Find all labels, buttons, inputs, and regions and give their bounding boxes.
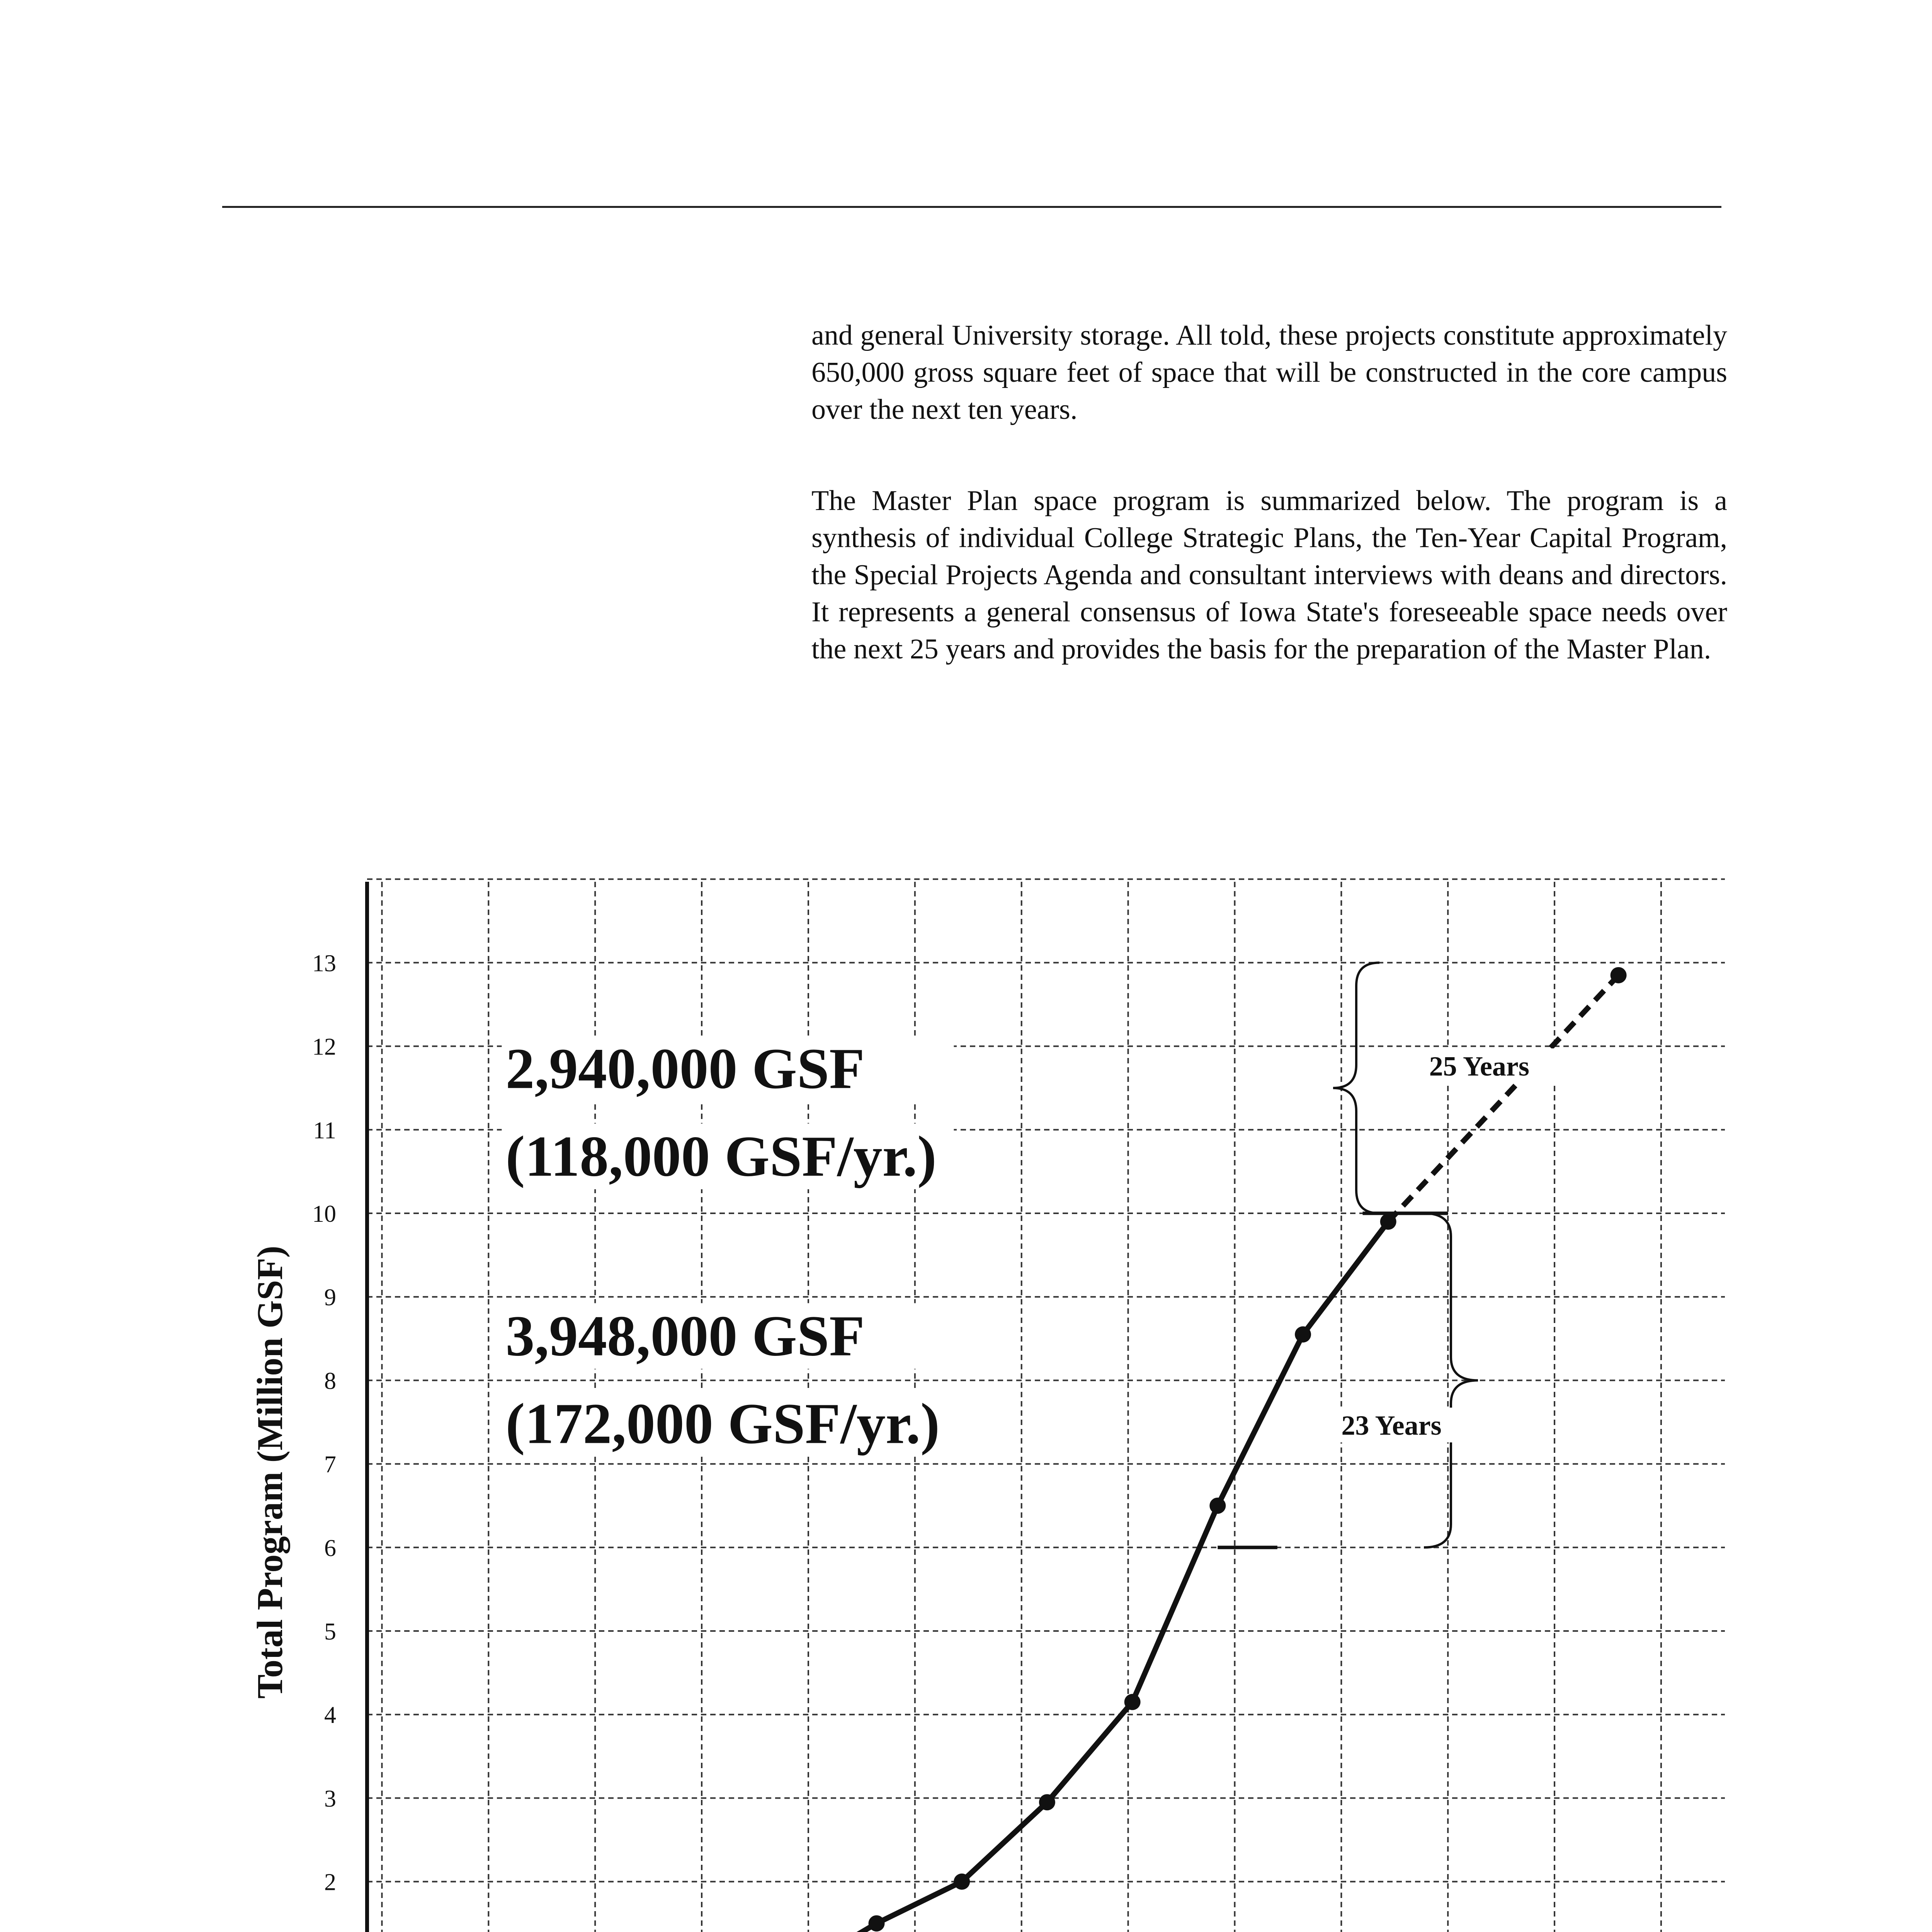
annotation-23-years: 23 Years xyxy=(1341,1410,1442,1441)
data-point xyxy=(1209,1498,1226,1514)
y-tick-label: 6 xyxy=(324,1535,336,1561)
data-point xyxy=(1295,1326,1311,1342)
data-point xyxy=(869,1915,885,1932)
y-tick-labels xyxy=(312,950,336,1932)
projected-series-line xyxy=(1388,975,1619,1222)
y-tick-label: 5 xyxy=(324,1619,336,1645)
data-point xyxy=(1039,1794,1055,1810)
y-tick-label: 13 xyxy=(312,950,336,977)
annotation-25-years: 25 Years xyxy=(1429,1051,1529,1082)
y-tick-label: 11 xyxy=(313,1117,336,1144)
y-tick-label: 12 xyxy=(312,1034,336,1060)
paragraph-master-plan: The Master Plan space program is summarized below. The program is a synthesis of individual College Strategic Plans, the Ten-Year Capital Program, the Special Projects Agenda and consultant interviews with deans and directors. It represents a general consensus of Iowa State's foreseeable space needs over the next 25 years and provides the basis for the preparation of the Master Plan. xyxy=(811,485,1727,665)
bracket-25-years xyxy=(1333,963,1379,1213)
y-tick-label: 8 xyxy=(324,1368,336,1395)
data-point xyxy=(954,1874,970,1890)
y-axis-label: Total Program (Million GSF) xyxy=(250,1245,290,1699)
data-point xyxy=(1124,1694,1141,1710)
y-tick-label: 10 xyxy=(312,1201,336,1227)
annotation-gsf-rate-172000: (172,000 GSF/yr.) xyxy=(505,1391,940,1456)
y-tick-label: 3 xyxy=(324,1786,336,1812)
annotations xyxy=(502,1036,1572,1457)
annotation-gsf-rate-118000: (118,000 GSF/yr.) xyxy=(505,1124,937,1189)
annotation-gsf-2940000: 2,940,000 GSF xyxy=(505,1036,865,1101)
y-tick-label: 9 xyxy=(324,1284,336,1311)
paragraph-intro: and general University storage. All told, these projects constitute approximately 650,000 gross square feet of space that will be constructed in the core campus over the next ten years. xyxy=(811,320,1727,425)
y-tick-label: 4 xyxy=(324,1702,336,1729)
y-tick-label: 7 xyxy=(324,1451,336,1478)
y-tick-label: 2 xyxy=(324,1869,336,1896)
data-point-projected xyxy=(1611,967,1627,983)
data-point xyxy=(1380,1214,1396,1230)
annotation-gsf-3948000: 3,948,000 GSF xyxy=(505,1304,865,1368)
bracket-23-years xyxy=(1424,1213,1478,1548)
